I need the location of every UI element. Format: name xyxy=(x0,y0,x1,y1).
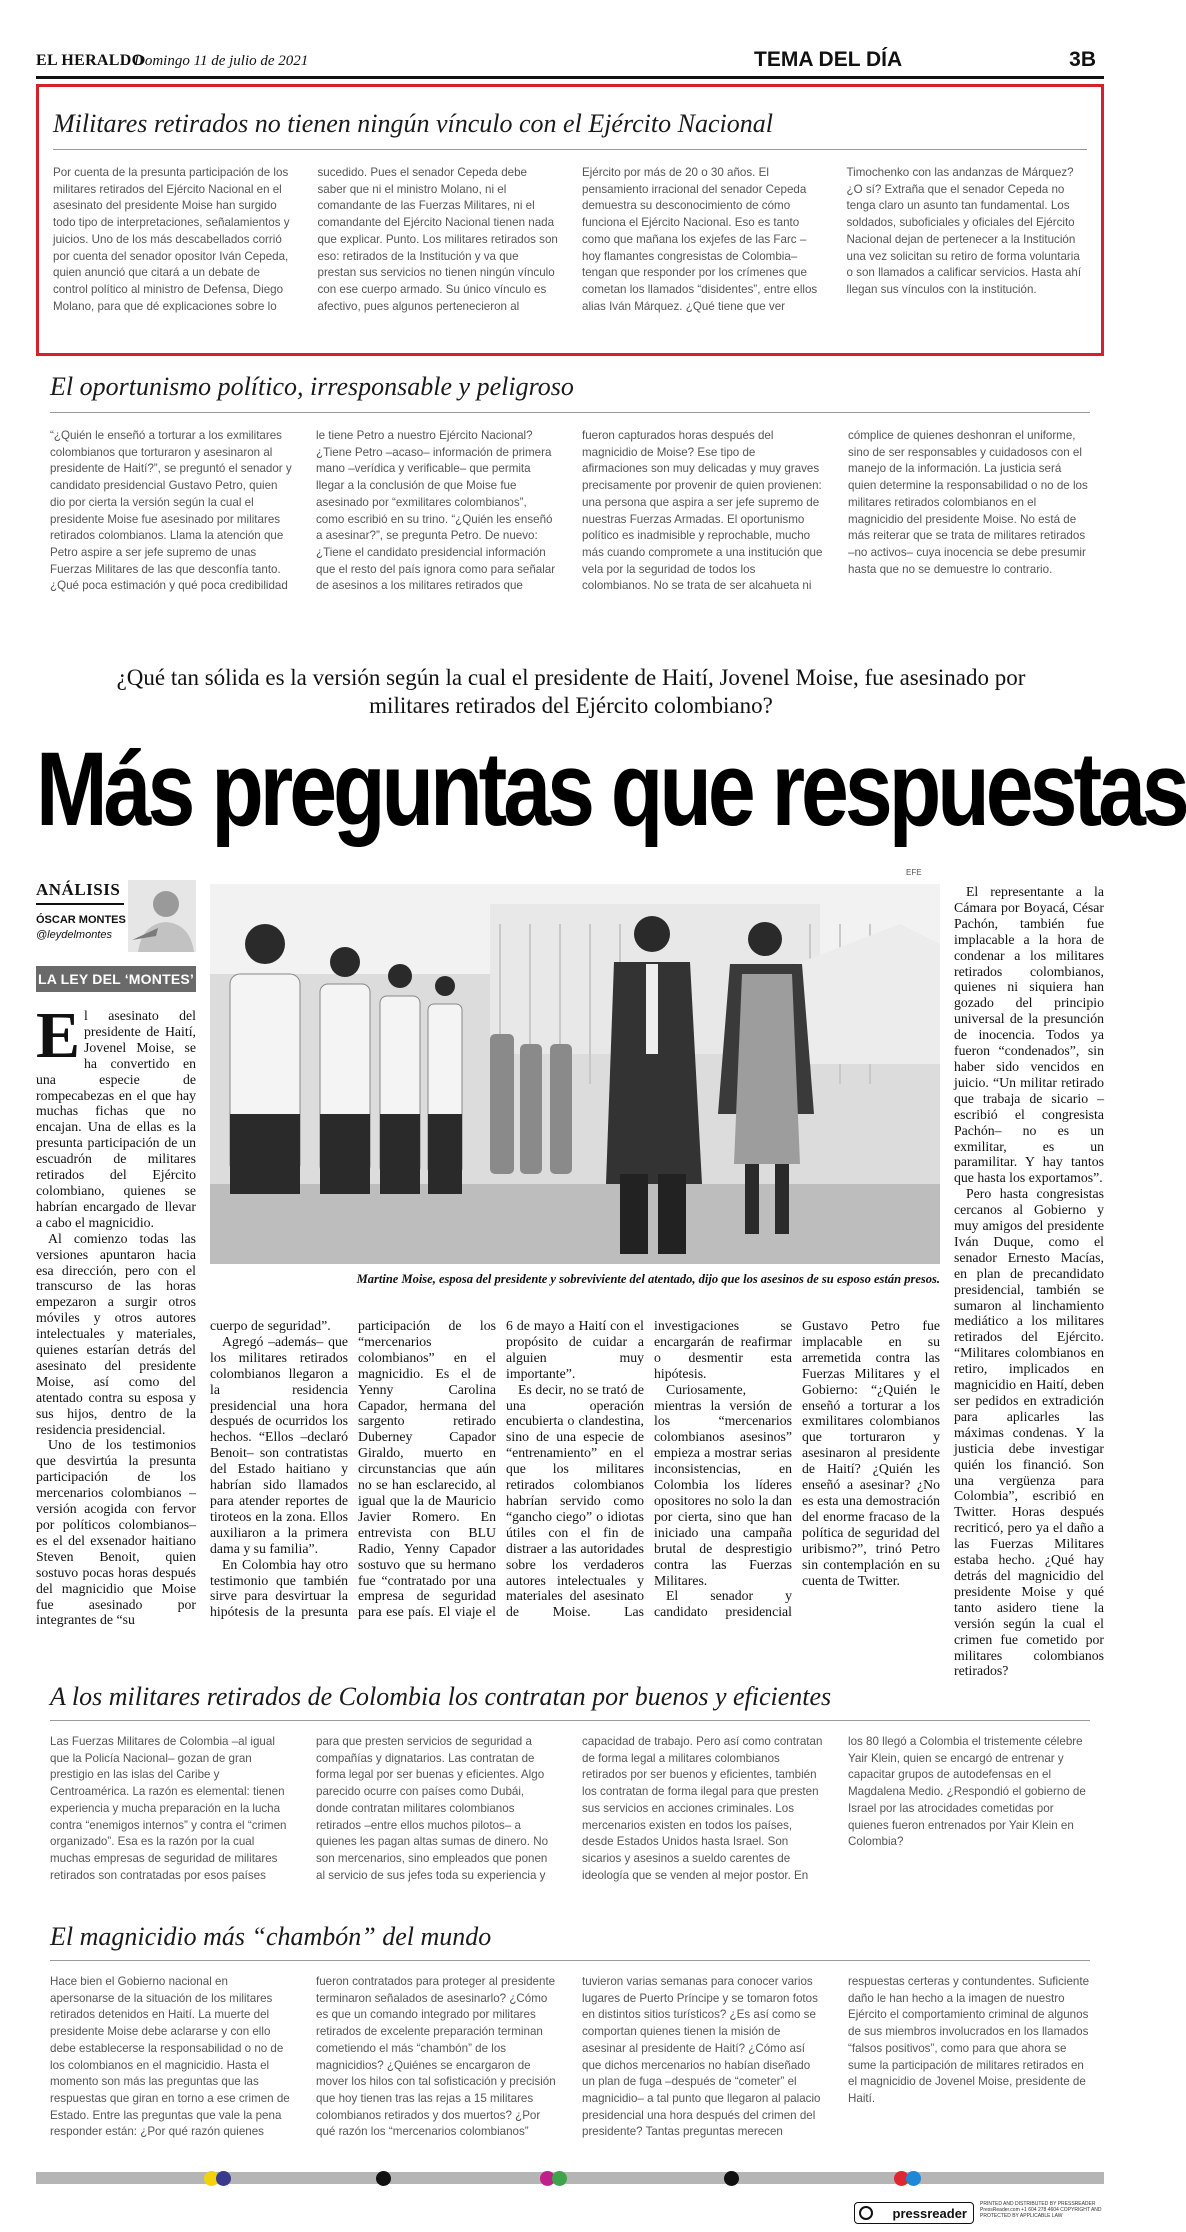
article-paragraph: Curiosamente, mientras la versión de los “mercenarios colombianos asesinos” empieza a mostrar serias inconsistencias, en Colombia los líderes opositores no solo la dan por cierta, sino que han iniciado una campaña brutal de desprestigio contra las Fuerzas Militares. xyxy=(654,1381,792,1588)
drop-cap: E xyxy=(36,999,81,1072)
article-paragraph: Es decir, no se trató de una operación encubierta o clandestina, sino de una especie de “entrenamiento” en el que los militares retirados colombianos habrían servido como “gancho ciego” o idiotas útiles con el fin de distraer a las autoridades sobre los verdaderos autores intelectuales y materiales del asesinato de Moise. Las investigaciones se encargarán de reafirmar o desmentir esta hipótesis. xyxy=(506,1318,792,1620)
article-paragraph: El representante a la Cámara por Boyacá, César Pachón, también fue implacable a la hora de condenar a los militares retirados colombianos, quienes ni siquiera han gozado del principio universal de la presunción de inocencia. Todos ya fueron “condenados”, sin haber sido vencidos en juicio. “Un militar retirado que trabaja de sicario –escribió el congresista Pachón– no es un exmilitar, es un paramilitar. Y hay tantos que hasta los exportamos”. xyxy=(954,884,1104,1186)
editorial-title: A los militares retirados de Colombia los contratan por buenos y eficientes xyxy=(50,1682,832,1711)
article-paragraph xyxy=(36,999,196,1231)
pressreader-brand: pressreader xyxy=(892,2206,967,2221)
registration-dot xyxy=(906,2171,921,2186)
editorial-hired-for-being-good xyxy=(36,1682,1104,1912)
section-name: TEMA DEL DÍA xyxy=(754,48,903,71)
article-columns-bottom xyxy=(210,1318,940,1666)
author-handle: @leydelmontes xyxy=(36,929,112,941)
article-headline: Más preguntas que respuestas xyxy=(36,731,1186,849)
editorial-title: El magnicidio más “chambón” del mundo xyxy=(50,1922,492,1951)
newspaper-name: EL HERALDO xyxy=(36,52,145,69)
editorial-text: Por cuenta de la presunta participación de los militares retirados del Ejército Nacional en el asesinato del presidente Moise han surgido todo tipo de interpretaciones, señalamientos y juicios. Uno de los más descabellados corrió por cuenta del senador opositor Iván Cepeda, quien anunció que citará a un debate de control político al ministro de Defensa, Diego Molano, para que dé explicaciones sobre lo sucedido. Pues el senador Cepeda debe saber que ni el ministro Molano, ni el comandante de las Fuerzas Militares, ni el comandante del Ejército Nacional tienen nada que explicar. Punto. Los militares retirados son eso: retirados de la Institución y va que prestan sus servicios no tienen ningún vínculo con ese cuerpo armado. Su único vínculo es afectivo, pues algunos pertenecieron al Ejército por más de 20 o 30 años. El pensamiento irracional del senador Cepeda demuestra su desconocimiento de cómo funciona el Ejército Nacional. Eso es tanto como que mañana los exjefes de las Farc –hoy flamantes congresistas de Colombia– tengan que responder por los crímenes que cometan los llamados “disidentes”, entre ellos alias Iván Márquez. ¿Qué tiene que ver Timochenko con las andanzas de Márquez? ¿O sí? Extraña que el senador Cepeda no tenga claro un asunto tan fundamental. Los soldados, suboficiales y oficiales del Ejército Nacional dejan de pertenecer a la Institución una vez solicitan su retiro de forma voluntaria o son llamados a calificar servicios. Hasta ahí llegan sus vínculos con la institución. xyxy=(53,166,1082,313)
pressreader-logo xyxy=(854,2202,974,2224)
editorial-political-opportunism xyxy=(36,372,1104,632)
divider xyxy=(50,1960,1090,1961)
column-name-tag: LA LEY DEL ‘MONTES’ xyxy=(36,966,196,992)
article-paragraph: El senador y candidato presidencial Gustavo Petro fue implacable en su arremetida contra las Fuerzas Militares y el Gobierno: “¿Quién le enseñó a torturar a los exmilitares colombianos que torturaron y asesinaron al presidente de Haití? ¿Quién les enseñó a asesinar? ¿No es esta una demostración del enorme fracaso de la política de seguridad del uribismo?”, trinó Petro sin contemplación en su cuenta de Twitter. xyxy=(654,1318,940,1620)
article-paragraph: Uno de los testimonios que desvirtúa la presunta participación de los mercenarios colombianos –versión acogida con fervor por políticos colombianos– es el del exsenador haitiano Steven Benoit, quien sostuvo pocas horas después del magnicidio que Moise fue asesinado por integrantes de “su xyxy=(36,1437,196,1628)
article-photo xyxy=(210,884,940,1264)
article-dek: ¿Qué tan sólida es la versión según la cual el presidente de Haití, Jovenel Moise, fue asesinado por militares retirados del Ejército colombiano? xyxy=(116,665,1026,718)
pressreader-icon xyxy=(859,2206,873,2220)
page-number: 3B xyxy=(1069,48,1096,71)
editorial-body xyxy=(50,1734,1090,1904)
article-column-right xyxy=(954,884,1104,1679)
registration-dot xyxy=(552,2171,567,2186)
editorial-body xyxy=(53,165,1087,345)
editorial-text: “¿Quién le enseñó a torturar a los exmilitares colombianos que torturaron y asesinaron al presidente de Haití?”, se preguntó el senador y candidato presidencial Gustavo Petro, quien dio por cierta la versión según la cual el presidente Moise fue asesinado por militares retirados colombianos. Llama la atención que Petro aspire a ser jefe supremo de unas Fuerzas Militares de las que desconfía tanto. ¿Qué poca estimación y qué poca credibilidad le tiene Petro a nuestro Ejército Nacional? ¿Tiene Petro –acaso– información de primera mano –verídica y verificable– que permita llegar a la conclusión de que Moise fue asesinado por “exmilitares colombianos”, como escribió en su trino. “¿Quién les enseñó a asesinar?”, se pregunta Petro. De nuevo: ¿Tiene el candidato presidencial información que el resto del país ignora como para señalar de asesinos a los militares retirados que fueron capturados horas después del magnicidio de Moise? Ese tipo de afirmaciones son muy delicadas y muy graves precisamente por provenir de quien provienen: una persona que aspira a ser jefe supremo de nuestras Fuerzas Armadas. El oportunismo político es inadmisible y reprochable, mucho más cuando compromete a una institución que vela por la seguridad de todos los colombianos. No se trata de ser alcahueta ni cómplice de quienes deshonran el uniforme, sino de ser responsables y cuidadosos con el manejo de la información. La justicia será quien determine la responsabilidad o no de los militares retirados colombianos en el magnicidio del presidente Moise. No está de más reiterar que se trata de militares retirados –no activos– cuya inocencia se debe presumir hasta que no se demuestre lo contrario. xyxy=(50,429,1088,593)
masthead xyxy=(36,46,1104,79)
article-paragraph: Pero hasta congresistas cercanos al Gobierno y muy amigos del presidente Iván Duque, como el senador Ernesto Macías, en plan de precandidato presidencial, también se sumaron al linchamiento mediático a los militares retirados del Ejército. “Militares colombianos en retiro, implicados en magnicidio en Haití, deben ser pedidos en extradición para aplicarles las máximas condenas. Y la justicia debe investigar quién los financió. Son una vergüenza para Colombia”, escribió en Twitter. Horas después recriticó, pero ya el daño a las Fuerzas Militares estaba hecho. ¿Qué hay detrás del magnicidio del presidente Moise y qué tanto asidero tiene la versión según la cual el crimen fue cometido por militares colombianos retirados? xyxy=(954,1186,1104,1679)
divider xyxy=(53,149,1087,150)
pressreader-small-print: PRINTED AND DISTRIBUTED BY PRESSREADER PressReader.com +1 604 278 4604 COPYRIGHT AND PROTECTED BY APPLICABLE LAW xyxy=(980,2201,1102,2219)
article-column-left xyxy=(36,999,196,1658)
editorial-body xyxy=(50,1974,1090,2160)
editorial-text: Hace bien el Gobierno nacional en apersonarse de la situación de los militares retirados detenidos en Haití. La muerte del presidente Moise debe aclararse y con ello debe establecerse la responsabilidad o no de los colombianos en el magnicidio. Hasta el momento son más las preguntas que las respuestas que giran en torno a ese crimen de Estado. Entre las preguntas que vale la pena responder están: ¿Por qué razón quienes fueron contratados para proteger al presidente terminaron señalados de asesinarlo? ¿Cómo es que un comando integrado por militares retirados de excelente preparación terminan cometiendo el más “chambón” de los magnicidios? ¿Quiénes se encargaron de mover los hilos con tal sofisticación y precisión que hoy tienen tras las rejas a 15 militares colombianos retirados y dos muertos? ¿Por qué razón los “mercenarios colombianos” tuvieron varias semanas para conocer varios lugares de Puerto Príncipe y se tomaron fotos en distintos sitios turísticos? ¿Es así como se comportan quienes tienen la misión de asesinar al presidente de Haití? ¿Cómo así que dichos mercenarios no habían diseñado un plan de fuga –después de “cometer” el magnicidio– a tal punto que llegaron al palacio presidencial una hora después del crimen del presidente? Tantas preguntas merecen respuestas certeras y contundentes. Suficiente daño le han hecho a la imagen de nuestro Ejército el comportamiento criminal de algunos de sus miembros involucrados en los llamados “falsos positivos”, como para que ahora se sume la participación de militares retirados en el magnicidio de Jovenel Moise, presidente de Haití. xyxy=(50,1975,1090,2139)
editorial-body xyxy=(50,428,1090,628)
editorial-title: Militares retirados no tienen ningún vínculo con el Ejército Nacional xyxy=(53,109,773,138)
divider xyxy=(50,412,1090,413)
article-paragraph: cuerpo de seguridad”. xyxy=(210,1318,331,1333)
photo-credit: EFE xyxy=(906,868,922,877)
newspaper-page xyxy=(36,0,1186,2232)
editorial-title: El oportunismo político, irresponsable y peligroso xyxy=(50,372,574,401)
registration-dot xyxy=(216,2171,231,2186)
author-name: ÓSCAR MONTES xyxy=(36,914,126,926)
divider xyxy=(50,1720,1090,1721)
photo-caption: Martine Moise, esposa del presidente y sobreviviente del atentado, dijo que los asesinos de su esposo están presos. xyxy=(356,1272,940,1286)
issue-date: Domingo 11 de julio de 2021 xyxy=(134,53,309,69)
section-kicker: ANÁLISIS xyxy=(36,880,124,905)
editorial-text: Las Fuerzas Militares de Colombia –al igual que la Policía Nacional– gozan de gran prestigio en las islas del Caribe y Centroamérica. La razón es elemental: tienen experiencia y mucha preparación en la lucha contra “enemigos internos” y contra el “crimen organizado”. Esa es la razón por la cual muchas empresas de seguridad de militares retirados son contratadas por esos países para que presten servicios de seguridad a compañías y dignatarios. Las contratan de forma legal por ser buenas y eficientes. Algo parecido ocurre con países como Dubái, donde contratan militares colombianos retirados –entre ellos muchos pilotos– a quienes les pagan altas sumas de dinero. No son mercenarios, sino empleados que ponen al servicio de sus jefes toda su experiencia y capacidad de trabajo. Pero así como contratan de forma legal a militares colombianos retirados por ser buenos y eficientes, también los contratan de forma ilegal para que presten sus servicios en acciones criminales. Los mercenarios existen en todos los países, desde Estados Unidos hasta Israel. Son sicarios y asesinos a sueldo carentes de ideología que se venden al mejor postor. En los 80 llegó a Colombia el tristemente célebre Yair Klein, quien se encargó de entrenar y capacitar grupos de autodefensas en el Magdalena Medio. ¿Respondió el gobierno de Israel por las atrocidades cometidas por quienes fueron entrenados por Yair Klein en Colombia? xyxy=(50,1735,1086,1882)
article-lead-text: l asesinato del presidente de Haití, Jovenel Moise, se ha convertido en una especie de rompecabezas en el que hay muchas fichas que no encajan. Una de ellas es la presunta participación de un escuadrón de militares retirados del Ejército colombiano, quienes se habrían encargado de llevar a cabo el magnicidio. xyxy=(36,1008,196,1230)
author-photo xyxy=(128,880,196,952)
editorial-military-no-link xyxy=(36,84,1104,356)
article-paragraph: Al comienzo todas las versiones apuntaron hacia esa dirección, pero con el transcurso de las horas empezaron a surgir otros móviles y otros autores intelectuales y materiales, quienes estarían detrás del asesinato del presidente Moise, así como del atentado contra su esposa y sus hijos, dentro de la residencia presidencial. xyxy=(36,1230,196,1437)
article-paragraph: En Colombia hay otro testimonio que también sirve para desvirtuar la hipótesis de la presunta participación de los “mercenarios colombianos” en el magnicidio. Es el de Yenny Carolina Capador, hermana del sargento retirado Duberney Capador Giraldo, muerto en circunstancias que aún no se han esclarecido, al igual que la de Mauricio Javier Romero. En entrevista con BLU Radio, Yenny Capador sostuvo que su hermano fue “contratado por una empresa de seguridad para ese país. El viaje el 6 de mayo a Haití con el propósito de cuidar a alguien muy importante”. xyxy=(210,1318,644,1620)
article-paragraph: Agregó –además– que los militares retirados colombianos llegaron a la residencia presidencial una hora después de ocurridos los hechos. “Ellos –declaró Benoit– son contratistas del Estado haitiano y habrían sido llamados para atender reportes de tiroteos en la zona. Ellos auxiliaron a la primera dama y su familia”. xyxy=(210,1333,348,1556)
registration-dot xyxy=(376,2171,391,2186)
registration-color-bar xyxy=(36,2172,1104,2184)
registration-dot xyxy=(724,2171,739,2186)
editorial-clumsiest-magnicide xyxy=(36,1922,1104,2162)
